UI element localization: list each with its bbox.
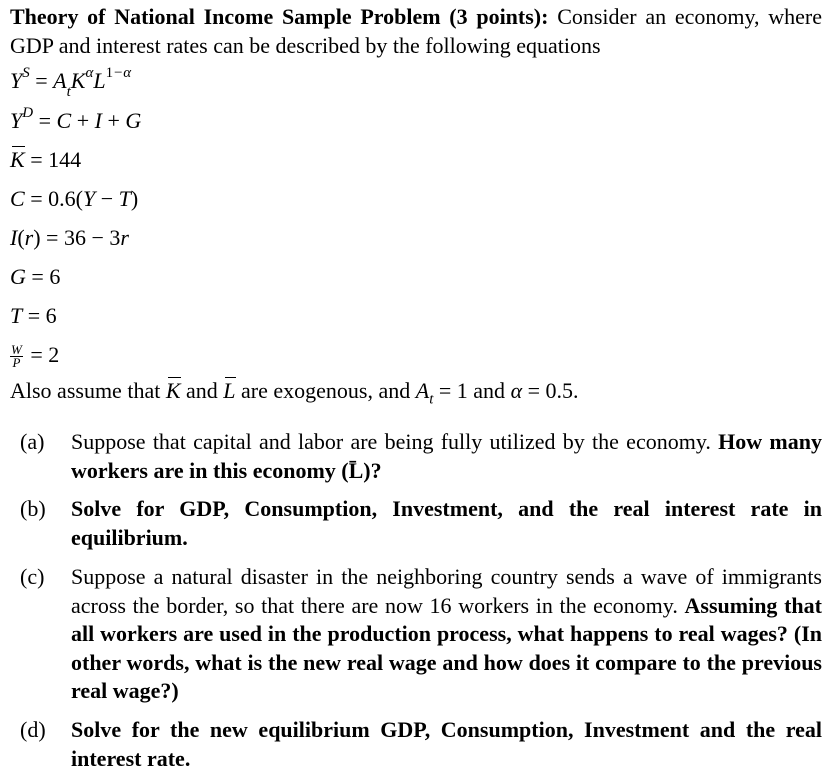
question-c-bold: Assuming that all workers are used in the production process, what happens to real wages? (In other words, what is the new real wage and how does it compare to the previous real wage?) [71,592,822,703]
problem-title: Theory of National Income Sample Problem (3 points): [10,4,549,29]
at-value: 1 [456,378,468,403]
question-a [20,428,822,485]
question-d-label: (d) [20,717,46,742]
government-value: 6 [49,264,61,289]
question-d [20,716,822,773]
investment-coefficient: 3 [109,225,121,250]
equation-demand: $Y^D = C + I + G$ [10,104,142,133]
question-c [20,563,822,706]
consumption-coefficient: 0.6 [48,186,76,211]
question-a-plain: Suppose that capital and labor are being fully utilized by the economy. [71,429,711,454]
wage-fraction: $\frac{W}{P}$ [11,342,22,371]
question-b-label: (b) [20,496,46,521]
question-c-plain: Suppose a natural disaster in the neighboring country sends a wave of immigrants across the border, so that there are now 16 workers in the economy. [71,564,822,618]
equation-capital: K = 144 [10,145,81,175]
problem-description: Consider an economy, where GDP and interest rates can be described by the following equations [10,4,822,58]
equation-consumption: C = 0.6(Y − T) [10,186,139,211]
question-a-label: (a) [20,429,45,454]
investment-constant: 36 [63,225,86,250]
problem-intro [10,2,822,60]
alpha-value: 0.5. [545,378,579,403]
equation-taxes: T = 6 [10,303,57,328]
equation-investment: I(r) = 36 − 3r [10,225,129,250]
assumption-line: Also assume that K and L are exogenous, and $A_t = 1$ and α = 0.5. [10,378,579,408]
question-b [20,495,822,552]
capital-value: 144 [48,147,82,172]
equation-real-wage: $\frac{W}{P}$ = 2 [11,342,60,371]
equation-supply: $Y^S = A_tK^\alpha L^{1-\alpha}$ [10,64,132,101]
taxes-value: 6 [45,303,57,328]
question-b-bold: Solve for GDP, Consumption, Investment, and the real interest rate in equilibrium. [71,496,822,550]
equation-government: G = 6 [10,264,61,289]
question-a-bold: How many workers are in this economy (L̄)? [71,429,822,483]
question-c-label: (c) [20,564,45,589]
real-wage-value: 2 [48,342,60,367]
question-d-bold: Solve for the new equilibrium GDP, Consumption, Investment and the real interest rate. [71,717,822,771]
